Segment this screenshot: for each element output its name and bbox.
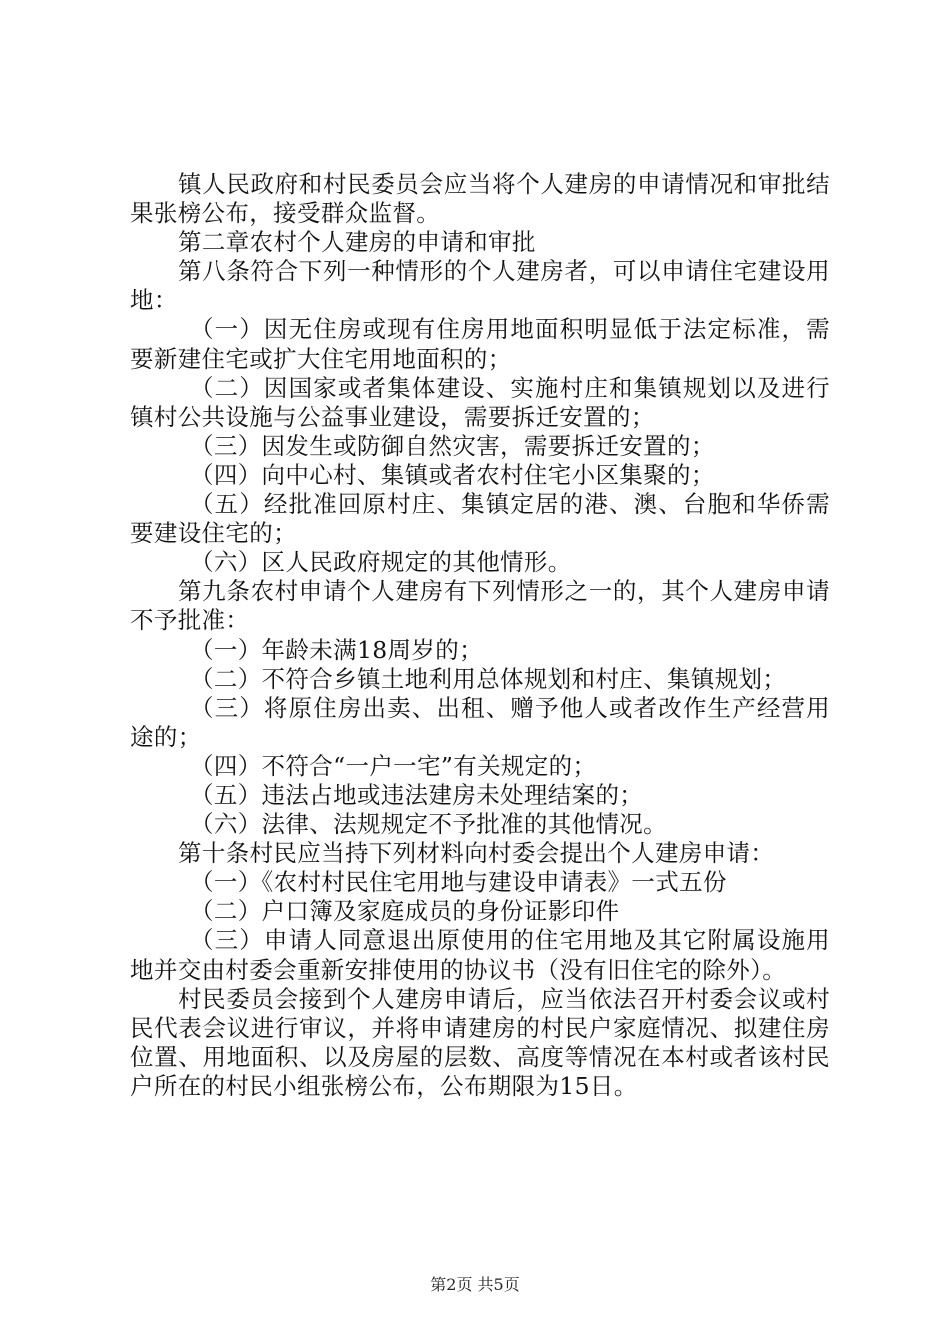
list-item: （六）法律、法规规定不予批准的其他情况。 xyxy=(190,810,667,839)
list-item: （一）《农村村民住宅用地与建设申请表》一式五份 xyxy=(190,868,727,897)
paragraph: 镇人民政府和村民委员会应当将个人建房的申请情况和审批结果张榜公布，接受群众监督。 xyxy=(130,170,830,228)
list-item: （四）向中心村、集镇或者农村住宅小区集聚的； xyxy=(190,460,715,489)
paragraph: 村民委员会接到个人建房申请后，应当依法召开村委会议或村民代表会议进行审议，并将申请建房的村民户家庭情况、拟建住房位置、用地面积、以及房屋的层数、高度等情况在本村或者该村民户所在的村民小组张榜公布，公布期限为15日。 xyxy=(130,984,830,1100)
page-number-footer: 第2页 共5页 xyxy=(430,1275,520,1294)
list-item: （二）不符合乡镇土地利用总体规划和村庄、集镇规划； xyxy=(190,664,787,693)
document-body xyxy=(130,170,830,1101)
list-item: （五）经批准回原村庄、集镇定居的港、澳、台胞和华侨需要建设住宅的； xyxy=(130,490,830,548)
list-item: （五）违法占地或违法建房未处理结案的； xyxy=(190,780,644,809)
list-item: （二）户口簿及家庭成员的身份证影印件 xyxy=(190,897,620,926)
list-item: （六）区人民政府规定的其他情形。 xyxy=(190,548,572,577)
list-item: （三）将原住房出卖、出租、赠予他人或者改作生产经营用途的； xyxy=(130,693,830,751)
list-item: （一）因无住房或现有住房用地面积明显低于法定标准，需要新建住宅或扩大住宅用地面积的； xyxy=(130,315,830,373)
article-9: 第九条农村申请个人建房有下列情形之一的，其个人建房申请不予批准： xyxy=(130,577,830,635)
list-item: （一）年龄未满18周岁的； xyxy=(190,635,483,664)
article-10: 第十条村民应当持下列材料向村委会提出个人建房申请： xyxy=(178,839,775,868)
list-item: （四）不符合“一户一宅”有关规定的； xyxy=(190,751,597,780)
list-item: （二）因国家或者集体建设、实施村庄和集镇规划以及进行镇村公共设施与公益事业建设，需要拆迁安置的； xyxy=(130,373,830,431)
chapter-heading: 第二章农村个人建房的申请和审批 xyxy=(178,228,536,257)
list-item: （三）因发生或防御自然灾害，需要拆迁安置的； xyxy=(190,431,715,460)
article-8: 第八条符合下列一种情形的个人建房者，可以申请住宅建设用地： xyxy=(130,257,830,315)
list-item: （三）申请人同意退出原使用的住宅用地及其它附属设施用地并交由村委会重新安排使用的协议书（没有旧住宅的除外）。 xyxy=(130,926,830,984)
